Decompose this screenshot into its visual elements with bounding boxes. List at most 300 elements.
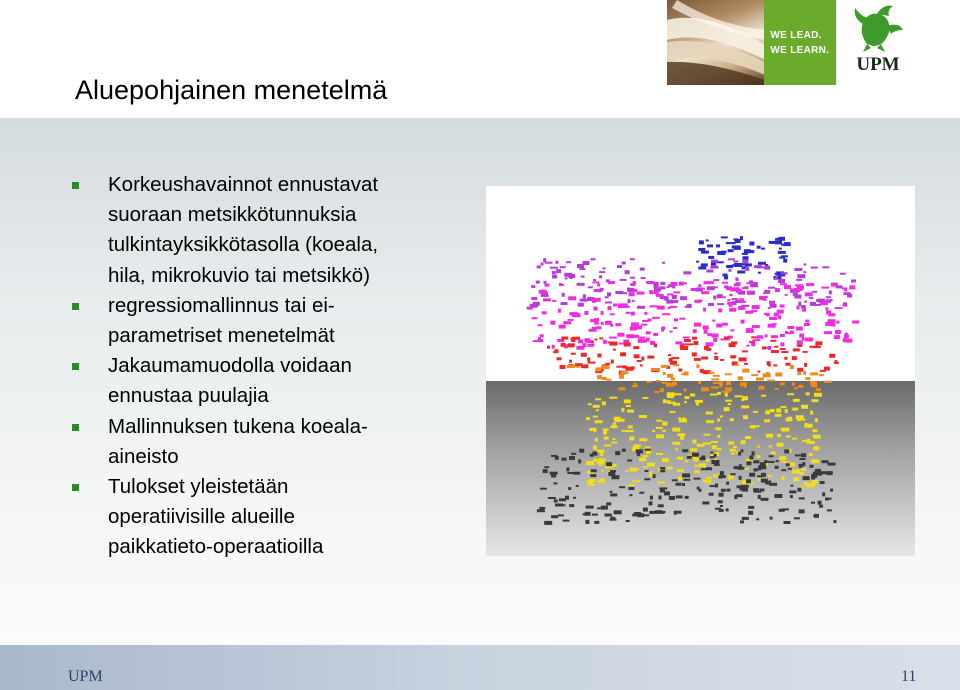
point-cluster <box>751 374 758 376</box>
point-cluster <box>709 493 714 496</box>
point-cluster <box>757 371 760 373</box>
point-cluster <box>624 303 628 306</box>
point-cluster <box>741 440 746 444</box>
point-cluster <box>796 327 803 331</box>
slogan-block <box>764 0 836 85</box>
point-cluster <box>598 459 606 461</box>
point-cluster <box>796 415 804 419</box>
point-cluster <box>791 288 799 291</box>
point-cluster <box>799 334 804 338</box>
point-cluster <box>694 470 699 473</box>
point-cluster <box>649 290 653 294</box>
point-cluster <box>754 468 758 471</box>
point-cluster <box>662 458 669 462</box>
point-cluster <box>776 409 781 413</box>
point-cluster <box>761 479 768 483</box>
point-cluster <box>542 311 547 314</box>
point-cluster <box>792 408 798 411</box>
point-cluster <box>606 462 612 466</box>
point-cluster <box>643 514 649 516</box>
point-cluster <box>593 279 596 281</box>
point-cluster <box>768 307 771 309</box>
point-cluster <box>811 267 818 269</box>
point-cluster <box>594 428 597 432</box>
point-cluster <box>626 405 631 407</box>
point-cluster <box>668 354 671 356</box>
point-cluster <box>701 456 705 460</box>
point-cluster <box>720 416 723 418</box>
point-cluster <box>538 337 541 339</box>
point-cluster <box>625 270 630 274</box>
point-cluster <box>725 373 732 375</box>
point-cluster <box>809 453 813 456</box>
point-cluster <box>717 251 725 255</box>
point-cluster <box>820 481 825 484</box>
point-cluster <box>610 493 617 496</box>
point-cluster <box>547 346 550 349</box>
point-cluster <box>568 344 575 346</box>
point-cluster <box>638 337 645 339</box>
point-cluster <box>557 357 562 360</box>
point-cluster <box>811 474 817 478</box>
point-cluster <box>566 261 571 263</box>
point-cluster <box>656 294 664 297</box>
point-cluster <box>660 388 664 392</box>
point-cluster <box>765 347 768 349</box>
point-cluster <box>656 427 663 429</box>
point-cluster <box>746 250 754 253</box>
point-cluster <box>656 380 660 382</box>
point-cluster <box>630 258 635 260</box>
point-cluster <box>749 280 753 282</box>
point-cluster <box>692 337 697 340</box>
point-cluster <box>568 296 576 300</box>
point-cluster <box>766 434 773 438</box>
point-cluster <box>613 422 616 425</box>
point-cluster <box>675 448 678 450</box>
point-cluster <box>637 306 645 309</box>
point-cluster <box>801 468 806 471</box>
point-cluster <box>728 258 735 260</box>
point-cluster <box>698 267 706 270</box>
point-cluster <box>692 453 699 457</box>
point-cluster <box>706 270 713 273</box>
point-cluster <box>757 455 761 458</box>
point-cluster <box>598 289 602 292</box>
point-cluster <box>628 425 633 428</box>
point-cluster <box>591 469 597 472</box>
point-cluster <box>602 401 606 405</box>
point-cluster <box>731 298 738 300</box>
point-cluster <box>613 304 617 307</box>
point-cluster <box>754 265 762 268</box>
point-cluster <box>806 283 814 286</box>
point-cluster <box>661 365 668 368</box>
point-cluster <box>569 312 576 315</box>
point-cluster <box>716 324 722 328</box>
point-cluster <box>684 339 691 342</box>
point-cluster <box>770 340 776 342</box>
point-cluster <box>785 409 788 413</box>
point-cluster <box>746 459 750 462</box>
point-cluster <box>619 387 626 390</box>
point-cluster <box>683 337 690 339</box>
point-cluster <box>561 337 568 340</box>
point-cluster <box>771 350 779 353</box>
point-cluster <box>672 295 677 299</box>
point-cluster <box>799 509 805 513</box>
point-cluster <box>716 244 720 247</box>
point-cluster <box>803 476 810 480</box>
point-cluster <box>646 281 654 284</box>
point-cluster <box>595 438 598 442</box>
point-cluster <box>588 479 595 482</box>
point-cluster <box>761 498 769 501</box>
point-cluster <box>685 496 689 499</box>
point-cluster <box>611 425 618 428</box>
point-cluster <box>758 495 761 499</box>
point-cluster <box>780 348 786 350</box>
point-cluster <box>835 360 838 363</box>
point-cluster <box>696 403 699 406</box>
point-cluster <box>659 496 662 500</box>
point-cluster <box>693 341 698 345</box>
point-cluster <box>660 469 665 472</box>
point-cluster <box>672 479 678 481</box>
point-cluster <box>669 496 675 500</box>
point-cluster <box>796 279 802 281</box>
point-cluster <box>701 251 709 254</box>
point-cluster <box>742 253 748 255</box>
point-cluster <box>597 375 602 379</box>
point-cluster <box>701 357 708 360</box>
point-cluster <box>683 271 691 274</box>
point-cluster <box>731 356 735 359</box>
point-cluster <box>721 489 726 492</box>
point-cluster <box>742 260 748 264</box>
point-cluster <box>645 449 651 451</box>
point-cluster <box>642 455 648 457</box>
point-cluster <box>536 281 540 284</box>
slide-title: Aluepohjainen menetelmä <box>75 75 388 106</box>
point-cluster <box>801 453 806 457</box>
point-cluster <box>662 262 665 264</box>
point-cluster <box>663 372 666 375</box>
point-cluster <box>749 473 755 477</box>
point-cluster <box>706 348 711 351</box>
point-cluster <box>795 284 803 286</box>
point-cluster <box>658 481 665 483</box>
point-cluster <box>588 362 596 364</box>
point-cluster <box>756 378 764 381</box>
point-cluster <box>641 324 647 326</box>
point-cluster <box>761 395 766 397</box>
point-cluster <box>700 369 704 373</box>
point-cluster <box>544 281 547 284</box>
point-cluster <box>642 320 649 322</box>
bullet-item <box>72 412 467 472</box>
point-cluster <box>775 414 782 417</box>
point-cluster <box>601 311 604 315</box>
point-cluster <box>567 365 575 368</box>
point-cluster <box>568 319 574 321</box>
point-cluster <box>680 296 687 300</box>
point-cluster <box>835 330 841 334</box>
point-cluster <box>745 436 751 439</box>
point-cluster <box>813 446 819 450</box>
point-cluster <box>810 465 814 468</box>
point-cluster <box>826 296 831 298</box>
point-cluster <box>738 376 743 380</box>
point-cluster <box>819 505 823 508</box>
point-cluster <box>578 459 581 463</box>
point-cluster <box>616 366 624 368</box>
point-cluster <box>673 291 680 293</box>
point-cluster <box>667 294 673 296</box>
point-cluster <box>800 472 804 475</box>
point-cluster <box>827 471 833 475</box>
point-cluster <box>684 401 687 403</box>
point-cluster <box>783 259 787 263</box>
point-cluster <box>561 343 566 347</box>
point-cluster <box>698 381 701 384</box>
point-cluster <box>797 274 805 278</box>
point-cluster <box>658 504 664 507</box>
point-cluster <box>795 454 802 456</box>
point-cluster <box>787 393 794 395</box>
point-cluster <box>610 470 616 472</box>
point-cluster <box>734 466 742 469</box>
point-cluster <box>699 489 702 492</box>
point-cluster <box>594 521 599 524</box>
point-cluster <box>552 275 557 279</box>
point-cluster <box>735 395 743 397</box>
point-cluster <box>592 514 598 516</box>
point-cluster <box>550 267 558 269</box>
point-cluster <box>707 333 712 336</box>
point-cluster <box>792 470 800 474</box>
point-cluster <box>742 369 749 373</box>
point-cluster <box>694 358 701 361</box>
point-cluster <box>816 299 822 302</box>
point-cluster <box>694 323 701 327</box>
point-cluster <box>785 331 788 334</box>
point-cluster <box>586 417 590 420</box>
point-cluster <box>711 441 718 443</box>
point-cluster <box>629 292 635 296</box>
point-cluster <box>609 397 617 399</box>
point-cluster <box>708 303 714 306</box>
point-cluster <box>647 356 654 359</box>
point-cluster <box>765 410 770 414</box>
bullet-item <box>72 472 467 563</box>
point-cluster <box>794 268 802 271</box>
point-cluster <box>790 495 793 498</box>
point-cluster <box>842 305 847 307</box>
point-cluster <box>677 457 683 460</box>
point-cluster <box>659 286 665 289</box>
point-cluster <box>717 448 722 450</box>
point-cluster <box>807 441 815 444</box>
point-cluster <box>550 321 555 325</box>
point-cluster <box>548 497 556 499</box>
point-cluster <box>625 367 633 371</box>
point-cluster <box>811 399 818 402</box>
point-cluster <box>728 403 731 405</box>
point-cluster <box>813 515 818 517</box>
point-cluster <box>654 291 659 294</box>
point-cluster <box>719 475 726 478</box>
point-cluster <box>706 342 714 346</box>
point-cluster <box>758 272 761 274</box>
point-cluster <box>749 341 755 343</box>
point-cluster <box>649 471 652 475</box>
point-cluster <box>708 372 714 374</box>
point-cluster <box>746 345 749 347</box>
point-cluster <box>706 477 712 479</box>
point-cluster <box>672 428 680 432</box>
bullet-text: Jakaumamuodolla voidaan ennustaa puulajia <box>108 354 352 408</box>
point-cluster <box>726 508 729 511</box>
point-cluster <box>543 258 546 262</box>
point-cluster <box>734 238 739 240</box>
point-cluster <box>613 349 616 351</box>
point-cluster <box>774 346 778 348</box>
point-cluster <box>587 357 590 361</box>
point-cluster <box>802 308 806 312</box>
bullet-item <box>72 291 467 351</box>
point-cluster <box>659 487 667 489</box>
point-cluster <box>758 262 766 265</box>
point-cluster <box>748 511 753 515</box>
point-cluster <box>641 277 646 279</box>
point-cluster <box>708 256 714 259</box>
point-cluster <box>794 517 800 519</box>
point-cluster <box>751 336 756 338</box>
point-cluster <box>660 467 665 469</box>
point-cluster <box>641 357 644 361</box>
point-cluster <box>680 436 684 440</box>
point-cluster <box>829 290 832 294</box>
point-cluster <box>615 451 620 455</box>
point-cluster <box>725 387 732 391</box>
point-cluster <box>661 328 664 332</box>
point-cluster <box>764 266 770 270</box>
point-cluster <box>650 496 653 500</box>
point-cluster <box>790 485 793 487</box>
point-cluster <box>590 474 596 477</box>
point-cluster <box>625 470 628 472</box>
point-cluster <box>532 317 538 319</box>
point-cluster <box>703 434 710 436</box>
point-cluster <box>687 304 692 308</box>
point-cluster <box>631 312 635 316</box>
point-cluster <box>632 385 638 387</box>
point-cluster <box>643 508 648 512</box>
point-cluster <box>660 282 665 285</box>
point-cluster <box>593 416 598 418</box>
point-cluster <box>563 520 570 522</box>
point-cluster <box>673 364 679 366</box>
point-cluster <box>720 505 723 507</box>
point-cluster <box>785 294 788 296</box>
point-cluster <box>824 381 832 383</box>
point-cluster <box>581 276 585 278</box>
point-cluster <box>620 352 626 356</box>
point-cluster <box>775 466 779 469</box>
point-cluster <box>753 460 759 463</box>
point-cluster <box>540 488 547 490</box>
point-cluster <box>757 478 760 481</box>
point-cluster <box>797 372 801 375</box>
point-cluster <box>772 323 777 325</box>
point-cluster <box>596 326 602 329</box>
point-cluster <box>632 300 635 302</box>
point-cluster <box>619 375 624 379</box>
point-cluster <box>780 305 785 308</box>
point-cluster <box>831 283 838 287</box>
point-cluster <box>699 240 704 244</box>
point-cluster <box>634 335 639 338</box>
point-cluster <box>684 460 688 462</box>
point-cluster <box>701 263 708 266</box>
point-cluster <box>777 434 781 437</box>
point-cluster <box>645 470 649 472</box>
point-cluster <box>779 248 782 250</box>
point-cluster <box>780 382 785 385</box>
point-cluster <box>662 430 666 432</box>
point-cluster <box>694 457 699 461</box>
point-cluster <box>710 452 713 454</box>
point-cluster <box>829 354 835 358</box>
point-cluster <box>745 267 749 271</box>
point-cluster <box>656 285 659 289</box>
point-cluster <box>809 297 813 299</box>
point-cluster <box>776 460 779 462</box>
bullet-square-icon <box>72 424 79 431</box>
point-cluster <box>684 389 687 392</box>
bullet-square-icon <box>72 363 79 370</box>
point-cluster <box>590 463 595 465</box>
point-cluster <box>757 446 760 448</box>
point-cluster <box>605 514 612 517</box>
point-cluster <box>544 521 552 525</box>
point-cluster <box>726 286 732 290</box>
point-cluster <box>710 394 717 396</box>
point-cluster <box>632 514 637 516</box>
point-cluster <box>627 410 634 413</box>
point-cluster <box>703 480 710 483</box>
point-cluster <box>752 325 760 328</box>
point-cluster <box>674 393 682 395</box>
point-cluster <box>792 383 795 386</box>
point-cluster <box>573 497 576 499</box>
point-cluster <box>585 512 591 516</box>
point-cluster <box>770 409 775 412</box>
point-cluster <box>680 346 688 350</box>
point-cluster <box>722 323 728 326</box>
point-cluster <box>640 268 645 271</box>
point-cluster <box>576 346 584 350</box>
point-cluster <box>753 491 761 493</box>
point-cluster <box>720 471 724 475</box>
point-cluster <box>792 438 797 440</box>
point-cluster <box>569 504 574 507</box>
point-cluster <box>674 318 678 321</box>
point-cluster <box>714 356 718 360</box>
point-cluster <box>592 281 599 283</box>
griffin-icon <box>837 0 919 56</box>
